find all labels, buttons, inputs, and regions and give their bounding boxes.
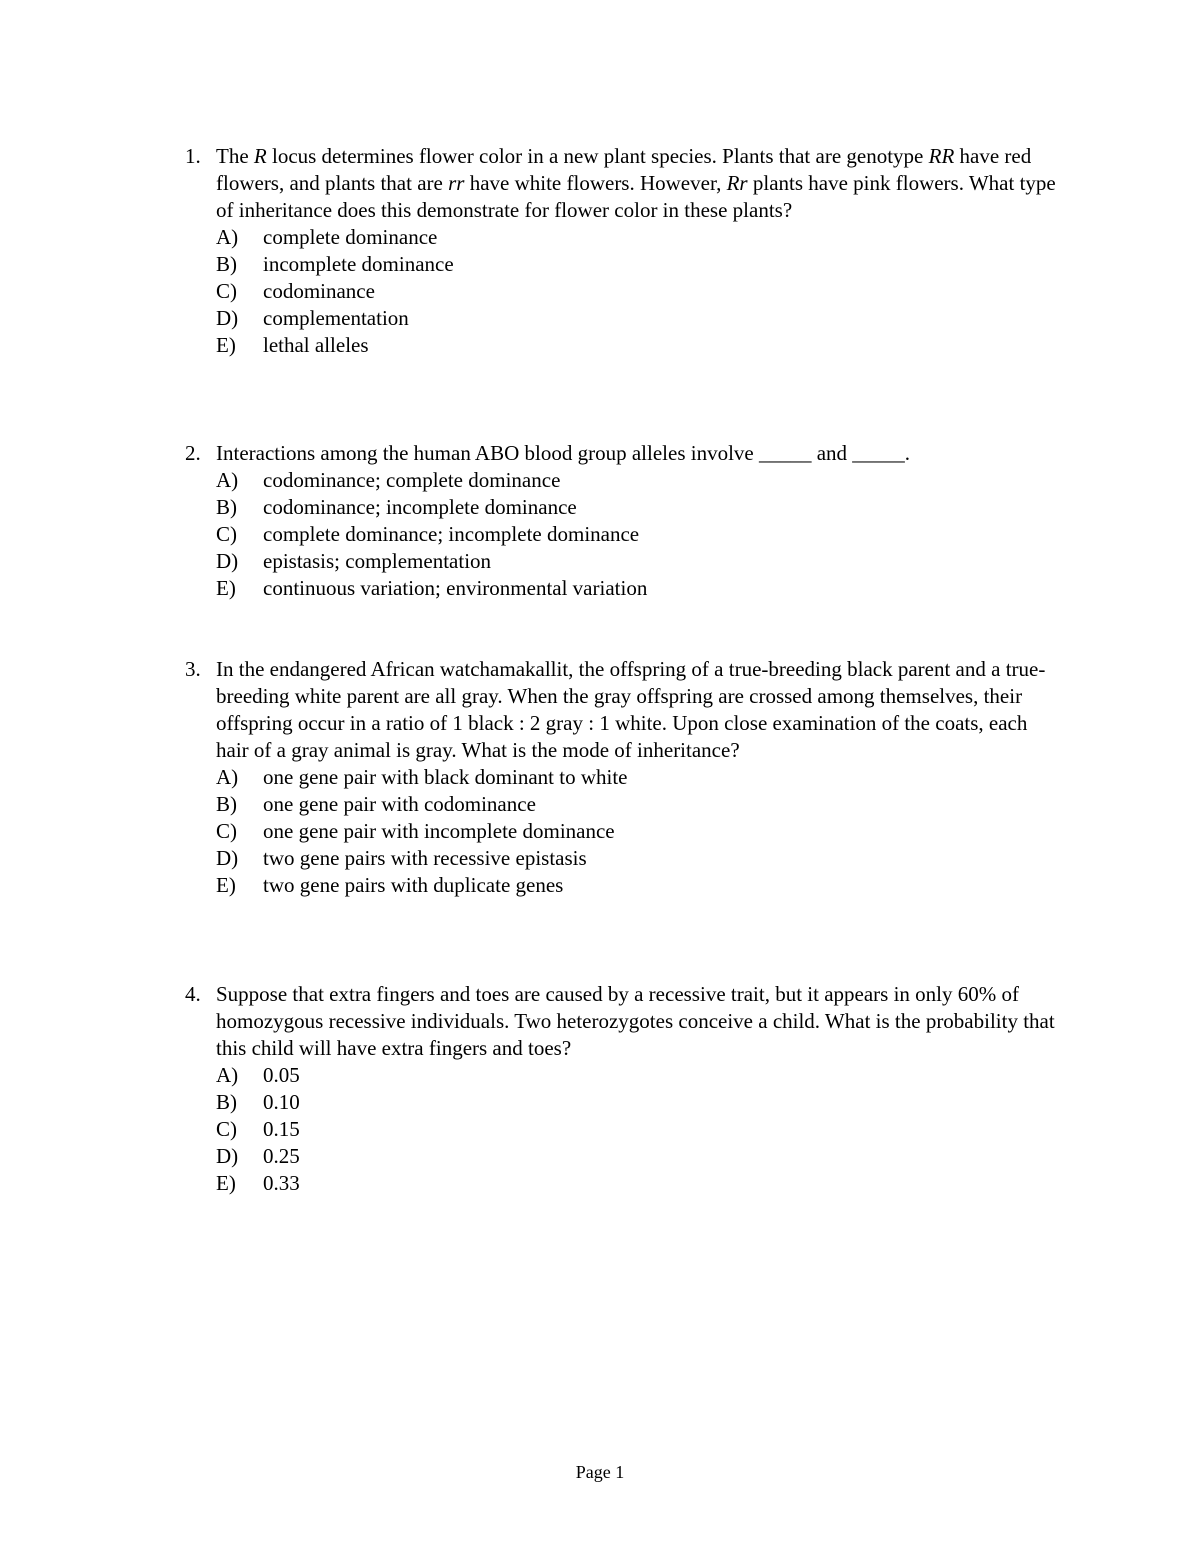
choice-item — [216, 818, 1065, 845]
choice-text: complete dominance — [263, 225, 438, 249]
question-1-stem-row — [185, 143, 1065, 224]
choice-item — [216, 575, 1065, 602]
choice-item — [216, 764, 1065, 791]
stem-segment-italic: RR — [928, 144, 955, 168]
choice-item — [216, 251, 1065, 278]
choice-text: 0.05 — [263, 1063, 300, 1087]
stem-segment: have red flowers, and plants that are — [216, 144, 1032, 195]
question-number: 4. — [185, 982, 201, 1006]
choice-item — [216, 332, 1065, 359]
choice-letter: A) — [216, 225, 239, 249]
choice-text: 0.33 — [263, 1171, 300, 1195]
question-4-stem: Suppose that extra fingers and toes are caused by a recessive trait, but it appears in only 60% of homozygous recessive individuals. Two heterozygotes conceive a child. What is the probability that this child will have extra fingers and toes? — [216, 982, 1055, 1060]
choice-letter: E) — [216, 873, 236, 897]
choice-item — [216, 1062, 1065, 1089]
choice-item — [216, 791, 1065, 818]
question-3-choices — [185, 764, 1065, 899]
question-3-stem: In the endangered African watchamakallit, the offspring of a true-breeding black parent and a true-breeding white parent are all gray. When the gray offspring are crossed among themselves, their offspring occur in a ratio of 1 black : 2 gray : 1 white. Upon close examination of the coats, each hair of a gray animal is gray. What is the mode of inheritance? — [216, 657, 1046, 762]
choice-text: 0.15 — [263, 1117, 300, 1141]
question-4 — [185, 981, 1065, 1197]
choice-item — [216, 845, 1065, 872]
choice-letter: A) — [216, 468, 239, 492]
choice-item — [216, 521, 1065, 548]
choice-item — [216, 467, 1065, 494]
choice-item — [216, 224, 1065, 251]
choice-text: codominance; incomplete dominance — [263, 495, 577, 519]
choice-text: two gene pairs with recessive epistasis — [263, 846, 587, 870]
choice-item — [216, 1143, 1065, 1170]
choice-text: one gene pair with black dominant to white — [263, 765, 628, 789]
stem-segment-italic: Rr — [726, 171, 748, 195]
question-number: 2. — [185, 441, 201, 465]
choice-item — [216, 278, 1065, 305]
choice-item — [216, 1170, 1065, 1197]
choice-text: complete dominance; incomplete dominance — [263, 522, 640, 546]
choice-text: 0.25 — [263, 1144, 300, 1168]
stem-segment-italic: rr — [448, 171, 465, 195]
choice-text: one gene pair with codominance — [263, 792, 536, 816]
choice-letter: B) — [216, 252, 237, 276]
choice-letter: D) — [216, 549, 239, 573]
stem-segment: locus determines flower color in a new plant species. Plants that are genotype — [266, 144, 929, 168]
question-1-choices — [185, 224, 1065, 359]
question-4-choices — [185, 1062, 1065, 1197]
question-number: 3. — [185, 657, 201, 681]
choice-letter: C) — [216, 1117, 237, 1141]
choice-letter: D) — [216, 1144, 239, 1168]
stem-segment: have white flowers. However, — [464, 171, 727, 195]
choice-item — [216, 494, 1065, 521]
choice-item — [216, 872, 1065, 899]
question-1 — [185, 143, 1065, 359]
choice-text: continuous variation; environmental variation — [263, 576, 648, 600]
question-2 — [185, 440, 1065, 602]
stem-segment: plants have pink flowers. What type of inheritance does this demonstrate for flower color in these plants? — [216, 171, 1056, 222]
choice-letter: A) — [216, 765, 239, 789]
choice-item — [216, 1116, 1065, 1143]
choice-letter: E) — [216, 576, 236, 600]
question-3-stem-row — [185, 656, 1065, 764]
stem-segment-italic: R — [253, 144, 267, 168]
choice-item — [216, 305, 1065, 332]
choice-text: two gene pairs with duplicate genes — [263, 873, 564, 897]
choice-text: one gene pair with incomplete dominance — [263, 819, 615, 843]
choice-item — [216, 548, 1065, 575]
question-3 — [185, 656, 1065, 899]
choice-text: codominance; complete dominance — [263, 468, 561, 492]
question-2-choices — [185, 467, 1065, 602]
question-2-stem-row — [185, 440, 1065, 467]
choice-letter: B) — [216, 1090, 237, 1114]
stem-segment: The — [216, 144, 254, 168]
choice-text: codominance — [263, 279, 375, 303]
question-2-stem: Interactions among the human ABO blood group alleles involve _____ and _____. — [216, 441, 911, 465]
choice-letter: C) — [216, 522, 237, 546]
question-number: 1. — [185, 144, 201, 168]
choice-text: complementation — [263, 306, 409, 330]
choice-letter: A) — [216, 1063, 239, 1087]
choice-text: 0.10 — [263, 1090, 300, 1114]
choice-letter: E) — [216, 333, 236, 357]
choice-text: epistasis; complementation — [263, 549, 492, 573]
choice-letter: C) — [216, 279, 237, 303]
choice-letter: D) — [216, 306, 239, 330]
choice-letter: C) — [216, 819, 237, 843]
choice-letter: B) — [216, 792, 237, 816]
question-4-stem-row — [185, 981, 1065, 1062]
question-1-stem — [216, 143, 1065, 224]
choice-text: incomplete dominance — [263, 252, 454, 276]
page-number-footer: Page 1 — [575, 1462, 625, 1482]
choice-letter: E) — [216, 1171, 236, 1195]
choice-letter: B) — [216, 495, 237, 519]
choice-text: lethal alleles — [263, 333, 369, 357]
choice-item — [216, 1089, 1065, 1116]
choice-letter: D) — [216, 846, 239, 870]
